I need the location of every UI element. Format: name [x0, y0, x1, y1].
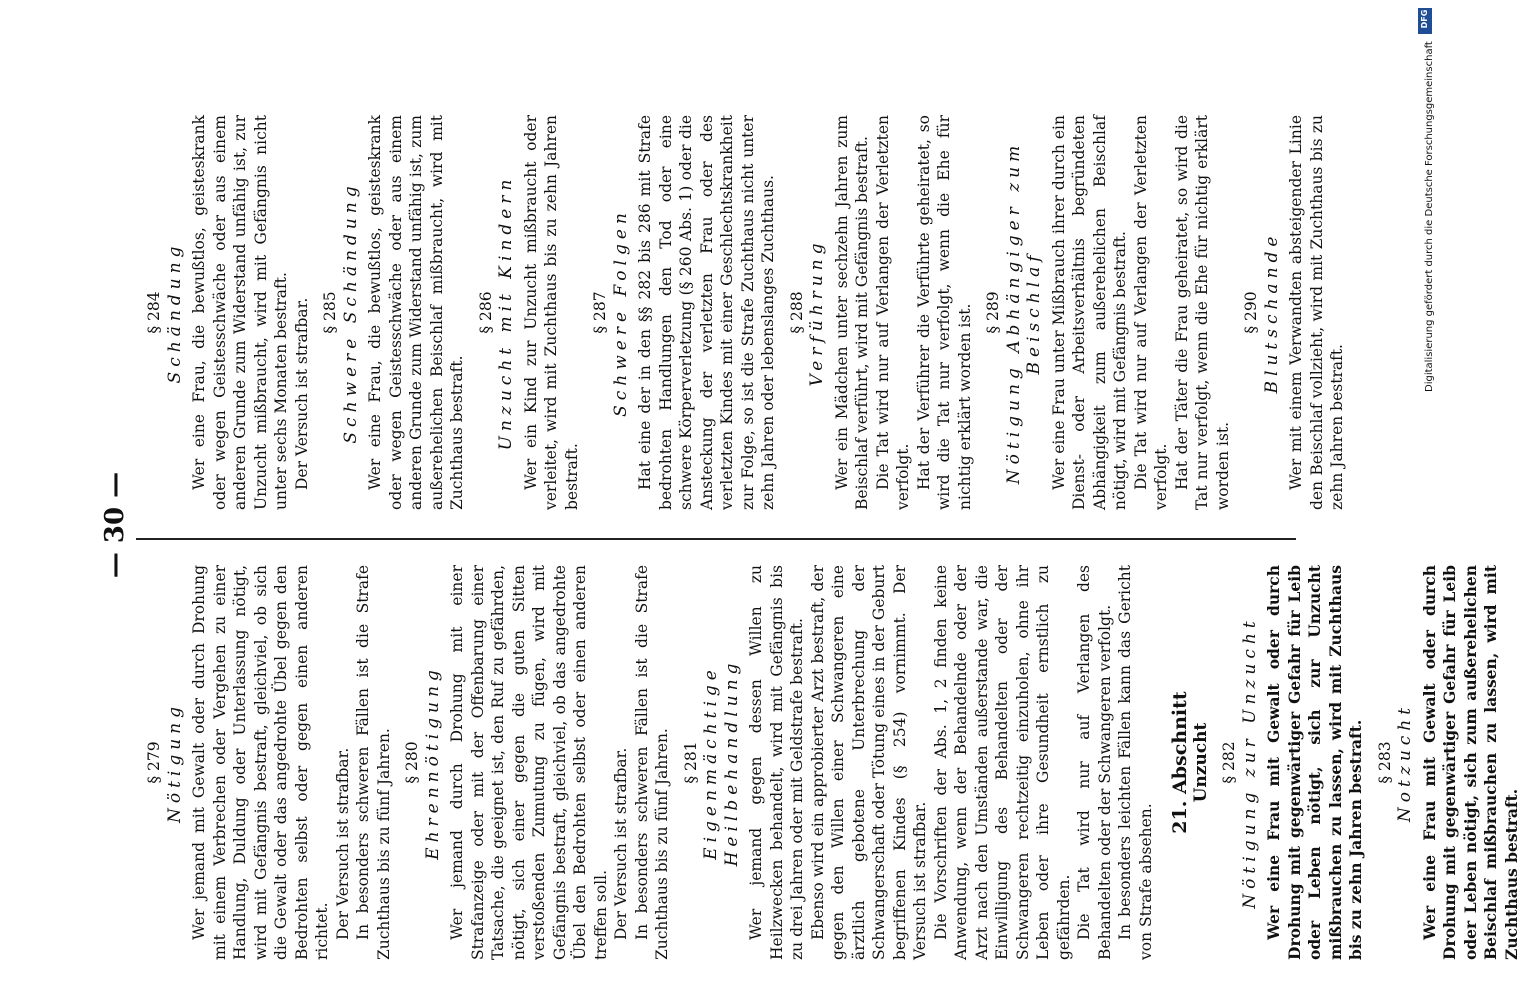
section-281-paragraph: Wer jemand gegen dessen Willen zu Heilzwecken behandelt, wird mit Gefängnis bis zu drei Jahren oder mit Geldstrafe bestraft.	[747, 565, 806, 960]
section-279-title: Nötigung	[164, 701, 185, 824]
section-287-title: Schwere Folgen	[610, 208, 631, 417]
section-289-paragraph: Wer eine Frau unter Mißbrauch ihrer durch ein Dienst- oder Arbeitsverhältnis begründeten Abhängigkeit zum außerehelichen Beischlaf nötigt, wird mit Gefängnis bestraft.	[1049, 115, 1129, 510]
section-285-title: Schwere Schändung	[340, 181, 361, 444]
section-279-number: § 279	[145, 741, 163, 784]
section-281-paragraph: Die Tat wird nur auf Verlangen des Behandelten oder der Schwangeren verfolgt.	[1075, 565, 1114, 960]
section-281-title: Eigenmächtige Heilbehandlung	[701, 658, 742, 867]
page-number: — 30 —	[100, 471, 130, 579]
section-279-paragraph: In besonders schweren Fällen ist die Strafe Zuchthaus bis zu fünf Jahren.	[354, 565, 393, 960]
section-283-paragraph: Wer eine Frau mit Gewalt oder durch Drohung mit gegenwärtiger Gefahr für Leib oder Leben nötigt, sich zum außerehelichen Beischlaf mißbrauchen zu lassen, wird mit Zuchthaus bestraft.	[1419, 565, 1521, 960]
section-286-paragraph: Wer ein Kind zur Unzucht mißbraucht oder verleitet, wird mit Zuchthaus bis zu zehn Jahren bestraft.	[521, 115, 581, 510]
chapter-subheading: Unzucht	[1190, 722, 1211, 803]
section-290-number: § 290	[1242, 291, 1260, 334]
section-284-number: § 284	[145, 291, 163, 334]
section-280-paragraph: In besonders schweren Fällen ist die Strafe Zuchthaus bis zu fünf Jahren.	[632, 565, 671, 960]
section-287-number: § 287	[591, 291, 609, 334]
section-280-paragraph: Wer jemand durch Drohung mit einer Strafanzeige oder mit der Offenbarung einer Tatsache, die geeignet ist, den Ruf zu gefährden, nötigt, sich einer gegen die guten Sitten verstoßenden Zumutung zu fügen, wird mit Gefängnis bestraft, gleichviel, ob das angedrohte Übel den Bedrohten selbst oder einen anderen treffen soll.	[448, 565, 610, 960]
section-289-paragraph: Die Tat wird nur auf Verlangen der Verletzten verfolgt.	[1131, 115, 1170, 510]
digitization-credit: Digitalisierung gefördert durch die Deutsche Forschungsgemeinschaft	[1424, 41, 1435, 392]
section-285-paragraph: Wer eine Frau, die bewußtlos, geisteskrank oder wegen Geistesschwäche oder aus einem anderen Grunde zum Widerstand unfähig ist, zum außerehelichen Beischlaf mißbraucht, wird mit Zuchthaus bestraft.	[366, 115, 466, 510]
section-282-number: § 282	[1220, 741, 1238, 784]
section-290-title: Blutschande	[1261, 231, 1282, 394]
section-288-title: Verführung	[807, 238, 827, 387]
section-280-title: Ehrennötigung	[422, 665, 443, 860]
right-column	[136, 115, 1348, 510]
section-288-paragraph: Wer ein Mädchen unter sechzehn Jahren zum Beischlaf verführt, wird mit Gefängnis bestraft.	[832, 115, 871, 510]
column-divider	[136, 538, 1296, 540]
section-286-title: Unzucht mit Kindern	[496, 174, 516, 451]
dfg-logo-text: DFG	[1420, 9, 1429, 29]
dfg-logo	[1418, 8, 1432, 34]
section-283-number: § 283	[1375, 741, 1394, 784]
section-290-paragraph: Wer mit einem Verwandten absteigender Linie den Beischlaf vollzieht, wird mit Zuchthaus bis zu zehn Jahren bestraft.	[1287, 115, 1346, 510]
chapter-heading: 21. Abschnitt	[1169, 691, 1191, 834]
section-289-paragraph: Hat der Täter die Frau geheiratet, so wird die Tat nur verfolgt, wenn die Ehe für nichtig erklärt worden ist.	[1172, 115, 1232, 510]
section-279-paragraph: Wer jemand mit Gewalt oder durch Drohung mit einem Verbrechen oder Vergehen zu einer Handlung, Duldung oder Unterlassung nötigt, wird mit Gefängnis bestraft, gleichviel, ob sich die Gewalt oder das angedrohte Übel gegen den Bedrohten selbst oder gegen einen anderen richtet.	[190, 565, 331, 960]
section-282-title: Nötigung zur Unzucht	[1239, 616, 1260, 909]
section-288-paragraph: Die Tat wird nur auf Verlangen der Verletzten verfolgt.	[873, 115, 912, 510]
section-289-title: Nötigung Abhängiger zum Beischlaf	[1003, 140, 1044, 485]
section-285-number: § 285	[321, 291, 339, 334]
section-284-paragraph: Der Versuch ist strafbar.	[292, 297, 311, 490]
section-280-paragraph: Der Versuch ist strafbar.	[612, 747, 630, 940]
section-284-paragraph: Wer eine Frau, die bewußtlos, geisteskrank oder wegen Geistesschwäche oder aus einem anderen Grunde zum Widerstand unfähig ist, zur Unzucht mißbraucht, wird mit Gefängnis nicht unter sechs Monaten bestraft.	[190, 115, 290, 510]
section-281-paragraph: Ebenso wird ein approbierter Arzt bestraft, der gegen den Willen einer Schwangeren eine ärztlich gebotene Unterbrechung der Schwangerschaft oder Tötung eines in der Geburt begriffenen Kindes (§ 254) vornimmt. Der Versuch ist strafbar.	[808, 565, 929, 960]
section-282-paragraph: Wer eine Frau mit Gewalt oder durch Drohung mit gegenwärtiger Gefahr für Leib oder Leben nötigt, sich zur Unzucht mißbrauchen zu lassen, wird mit Zuchthaus bis zu zehn Jahren bestraft.	[1264, 565, 1365, 960]
section-281-paragraph: In besonders leichten Fällen kann das Gericht von Strafe absehen.	[1116, 565, 1155, 960]
section-284-title: Schändung	[164, 241, 185, 384]
section-280-number: § 280	[403, 741, 421, 784]
section-288-number: § 288	[787, 291, 806, 334]
section-288-paragraph: Hat der Verführer die Verführte geheiratet, so wird die Tat nur verfolgt, wenn die Ehe für nichtig erklärt worden ist.	[914, 115, 974, 510]
section-289-number: § 289	[984, 291, 1002, 334]
left-column	[136, 565, 1522, 960]
section-281-number: § 281	[681, 741, 700, 784]
section-283-title: Notzucht	[1395, 702, 1415, 823]
section-281-paragraph: Die Vorschriften der Abs. 1, 2 finden keine Anwendung, wenn der Behandelnde oder der Arzt nach den Umständen außerstande war, die Einwilligung des Behandelten oder der Schwangeren rechtzeitig einzuholen, ohne ihr Leben oder ihre Gesundheit ernstlich zu gefährden.	[931, 565, 1073, 960]
section-279-paragraph: Der Versuch ist strafbar.	[333, 747, 352, 940]
section-287-paragraph: Hat eine der in den §§ 282 bis 286 mit Strafe bedrohten Handlungen den Tod oder eine schwere Körperverletzung (§ 260 Abs. 1) oder die Ansteckung der verletzten Frau oder des verletzten Kindes mit einer Geschlechtskrankheit zur Folge, so ist die Strafe Zuchthaus nicht unter zehn Jahren oder lebenslanges Zuchthaus.	[636, 115, 777, 510]
section-286-number: § 286	[476, 291, 495, 334]
